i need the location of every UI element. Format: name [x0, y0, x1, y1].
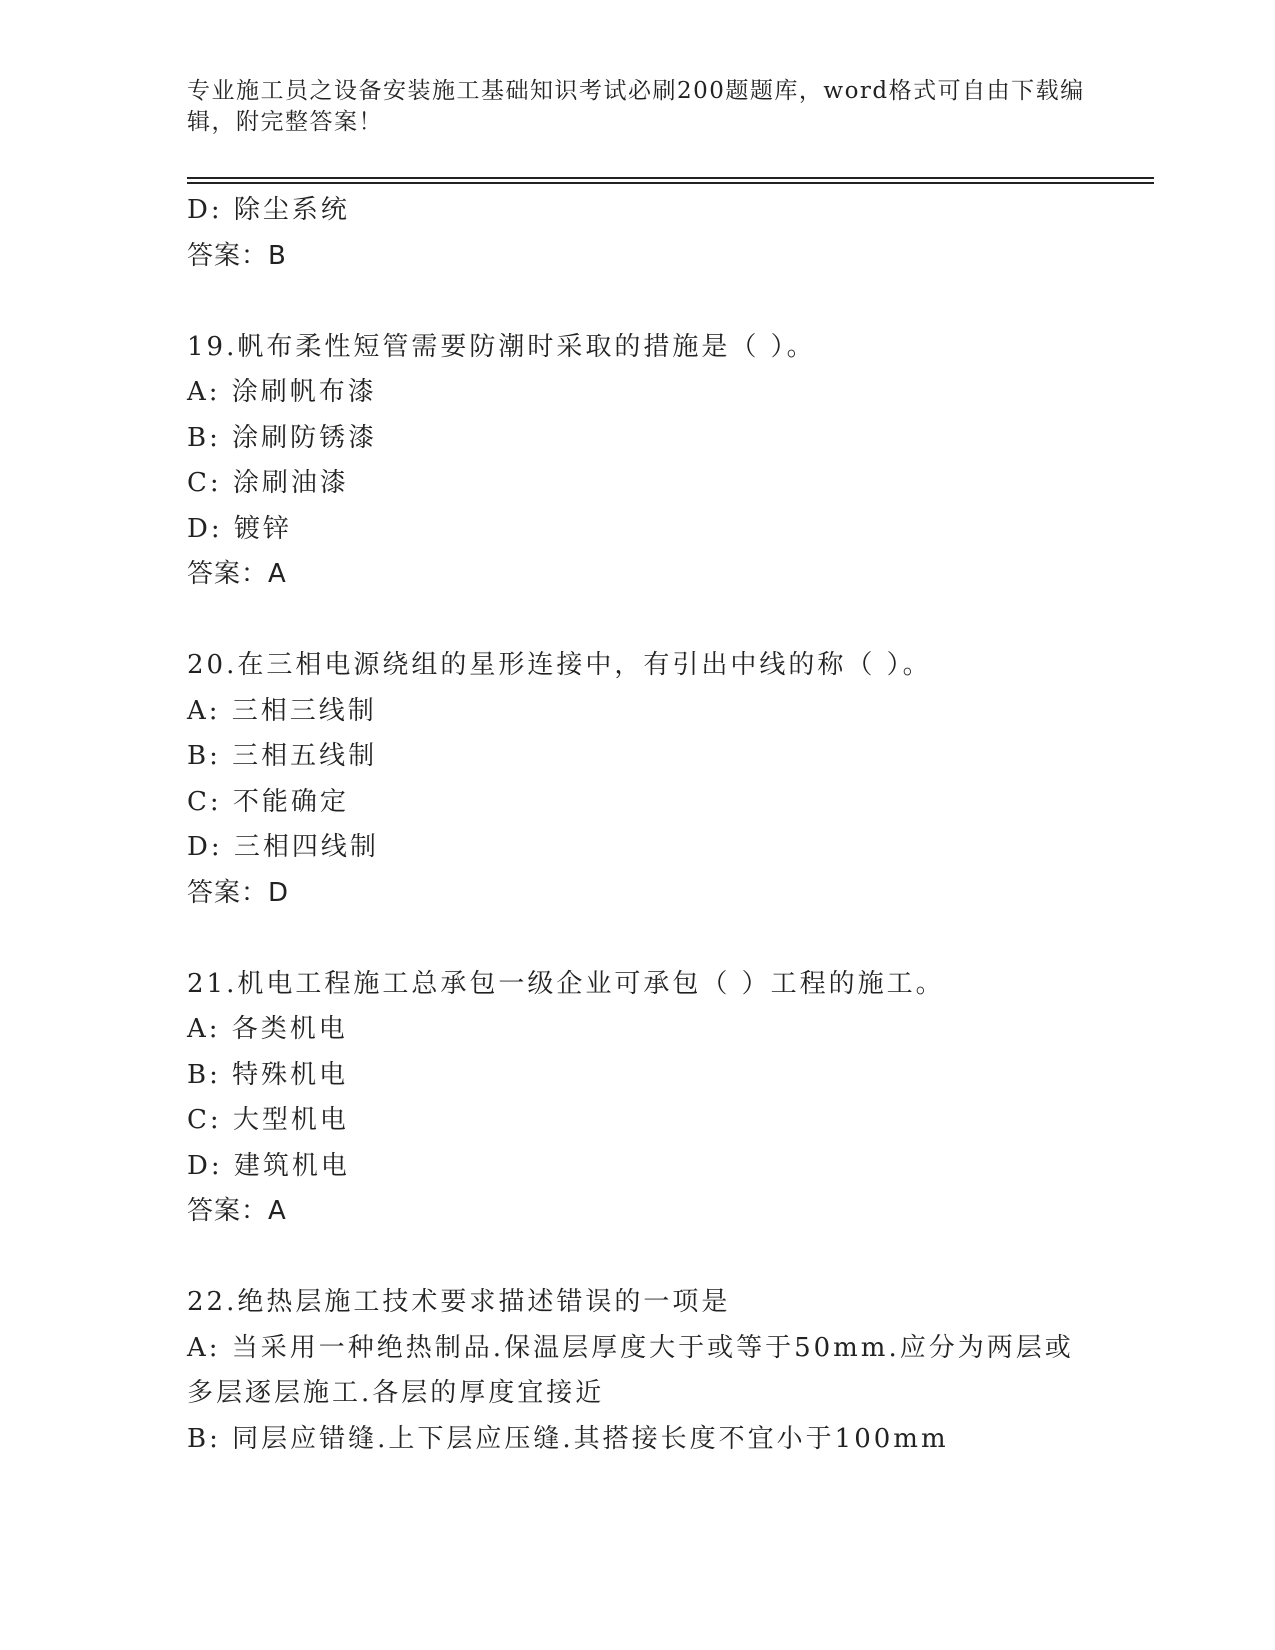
option-b: B: 涂刷防锈漆: [187, 422, 378, 453]
option-a: A: 三相三线制: [187, 695, 377, 726]
option-d: D: 三相四线制: [187, 832, 379, 862]
option-a: A: 各类机电: [187, 1014, 348, 1044]
option-a: A: 当采用一种绝热制品.保温层厚度大于或等于50mm.应分为两层或多层逐层施工.各层的厚度宜接近: [187, 1332, 1074, 1408]
option-d: D: 除尘系统: [187, 195, 350, 225]
spacer: [187, 598, 1087, 644]
option-c: C: 不能确定: [187, 786, 349, 817]
question-stem: 20.在三相电源绕组的星形连接中，有引出中线的称（ ）。: [187, 650, 932, 680]
question-21: [187, 962, 1087, 1235]
option-c: C: 涂刷油漆: [187, 468, 349, 498]
spacer: [187, 1235, 1087, 1281]
question-22: [187, 1280, 1087, 1462]
option-b: B: 三相五线制: [187, 741, 378, 771]
option-d: D: 建筑机电: [187, 1150, 350, 1181]
answer-line: 答案：D: [187, 877, 290, 908]
spacer: [187, 916, 1087, 962]
question-stem: 21.机电工程施工总承包一级企业可承包（ ）工程的施工。: [187, 968, 945, 999]
answer-line: 答案：A: [187, 559, 287, 589]
document-header: 专业施工员之设备安装施工基础知识考试必刷200题题库，word格式可自由下载编辑，附完整答案！: [187, 78, 1085, 135]
option-a: A: 涂刷帆布漆: [187, 377, 377, 407]
question-list: [187, 188, 1087, 1462]
question-20: [187, 643, 1087, 916]
question-19: [187, 325, 1087, 598]
header-divider-top: [187, 177, 1154, 179]
option-d: D: 镀锌: [187, 513, 292, 544]
option-b: B: 特殊机电: [187, 1059, 349, 1090]
answer-line: 答案：A: [187, 1196, 287, 1226]
answer-line: 答案：B: [187, 240, 287, 271]
header-divider-bottom: [187, 182, 1154, 184]
question-stem: 22.绝热层施工技术要求描述错误的一项是: [187, 1287, 731, 1317]
option-c: C: 大型机电: [187, 1105, 349, 1135]
option-b: B: 同层应错缝.上下层应压缝.其搭接长度不宜小于100mm: [187, 1423, 949, 1454]
question-stem: 19.帆布柔性短管需要防潮时采取的措施是（ ）。: [187, 331, 816, 362]
spacer: [187, 279, 1087, 325]
